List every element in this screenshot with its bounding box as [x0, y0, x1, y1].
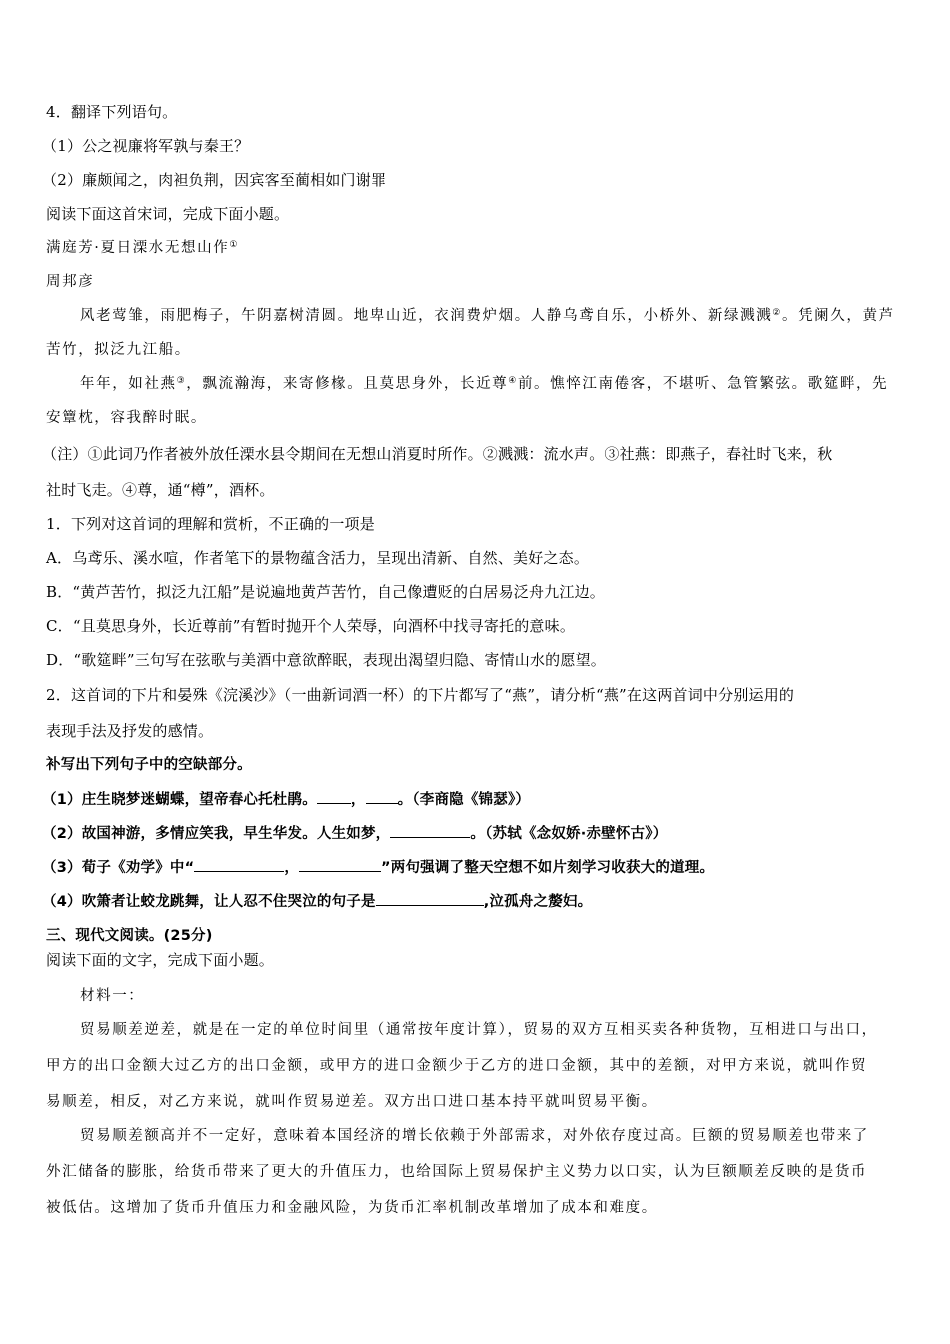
fill-in-heading: 补写出下列句子中的空缺部分。 [46, 757, 252, 773]
footnote-marker: ④ [508, 376, 518, 386]
section-three-heading: 三、现代文阅读。(25分) [46, 928, 213, 944]
fill-in-item-1: （1）庄生晓梦迷蝴蝶，望帝春心托杜鹃。 ， 。（李商隐《锦瑟》） [42, 789, 530, 810]
footnote-marker: ② [772, 308, 782, 318]
material-p2-line2: 外汇储备的膨胀，给货币带来了更大的升值压力，也给国际上贸易保护主义势力以口实，认为巨额顺差反映的是货币 [46, 1164, 868, 1180]
material-p1-line1: 贸易顺差逆差，就是在一定的单位时间里（通常按年度计算），贸易的双方互相买卖各种货物，互相进口与出口， [80, 1022, 878, 1038]
modern-intro: 阅读下面的文字，完成下面小题。 [46, 951, 275, 969]
answer-blank[interactable] [317, 789, 351, 804]
answer-blank[interactable] [390, 823, 470, 838]
material-p1-line3: 易顺差，相反，对乙方来说，就叫作贸易逆差。双方出口进口基本持平就叫贸易平衡。 [46, 1094, 658, 1110]
poem-notes-line2: 社时飞走。④尊，通“樽”，酒杯。 [46, 481, 275, 499]
poem-intro: 阅读下面这首宋词，完成下面小题。 [46, 205, 290, 223]
poem-stanza1-line2: 苦竹，拟泛九江船。 [46, 342, 191, 358]
poem-notes-line1: （注）①此词乃作者被外放任溧水县令期间在无想山消夏时所作。②溅溅：流水声。③社燕：即燕子，春社时飞来，秋 [42, 445, 833, 463]
translate-item-2: （2）廉颇闻之，肉袒负荆，因宾客至蔺相如门谢罪 [42, 171, 387, 189]
translate-item-1: （1）公之视廉将军孰与秦王？ [42, 137, 250, 155]
answer-blank[interactable] [194, 857, 284, 872]
question-2-line1: 2．这首词的下片和晏殊《浣溪沙》（一曲新词酒一杯）的下片都写了“燕”，请分析“燕”在这两首词中分别运用的 [46, 686, 795, 704]
material-p1-line2: 甲方的出口金额大过乙方的出口金额，或甲方的进口金额少于乙方的进口金额，其中的差额，对甲方来说，就叫作贸 [46, 1058, 868, 1074]
poem-title: 满庭芳·夏日溧水无想山作① [46, 240, 239, 256]
question-2-line2: 表现手法及抒发的感情。 [46, 722, 214, 740]
poem-author: 周邦彦 [46, 274, 95, 290]
footnote-marker: ① [229, 240, 239, 250]
fill-in-item-4: （4）吹箫者让蛟龙跳舞，让人忍不住哭泣的句子是 ,泣孤舟之嫠妇。 [42, 891, 592, 912]
answer-blank[interactable] [376, 891, 484, 906]
answer-blank[interactable] [299, 857, 381, 872]
footnote-marker: ③ [176, 376, 187, 386]
question-1-stem: 1．下列对这首词的理解和赏析，不正确的一项是 [46, 515, 375, 533]
fill-in-item-3: （3）荀子《劝学》中“ ， ”两句强调了整天空想不如片刻学习收获大的道理。 [42, 857, 714, 878]
material-p2-line1: 贸易顺差额高并不一定好，意味着本国经济的增长依赖于外部需求，对外依存度过高。巨额的贸易顺差也带来了 [80, 1128, 869, 1144]
option-c: C．“且莫思身外，长近尊前”有暂时抛开个人荣辱，向酒杯中找寻寄托的意味。 [46, 617, 576, 635]
material-p2-line3: 被低估。这增加了货币升值压力和金融风险，为货币汇率机制改革增加了成本和难度。 [46, 1200, 658, 1216]
answer-blank[interactable] [366, 789, 398, 804]
translate-heading: 4．翻译下列语句。 [46, 103, 178, 121]
fill-in-item-2: （2）故国神游，多情应笑我，早生华发。人生如梦， 。（苏轼《念奴娇·赤壁怀古》） [42, 823, 667, 844]
poem-stanza1-line1: 风老莺雏，雨肥梅子，午阴嘉树清圆。地卑山近，衣润费炉烟。人静乌鸢自乐，小桥外、新绿溅溅②。凭阑久，黄芦 [80, 308, 895, 324]
option-b: B．“黄芦苦竹，拟泛九江船”是说遍地黄芦苦竹，自己像遭贬的白居易泛舟九江边。 [46, 583, 605, 601]
option-d: D．“歌筵畔”三句写在弦歌与美酒中意欲醉眠，表现出渴望归隐、寄情山水的愿望。 [46, 651, 606, 669]
material-label: 材料一： [80, 988, 145, 1004]
poem-stanza2-line2: 安簟枕，容我醉时眠。 [46, 410, 207, 426]
option-a: A．乌鸢乐、溪水喧，作者笔下的景物蕴含活力，呈现出清新、自然、美好之态。 [46, 549, 590, 567]
poem-stanza2-line1: 年年，如社燕③，飘流瀚海，来寄修椽。且莫思身外，长近尊④前。憔悴江南倦客，不堪听、急管繁弦。歌筵畔，先 [80, 376, 889, 392]
